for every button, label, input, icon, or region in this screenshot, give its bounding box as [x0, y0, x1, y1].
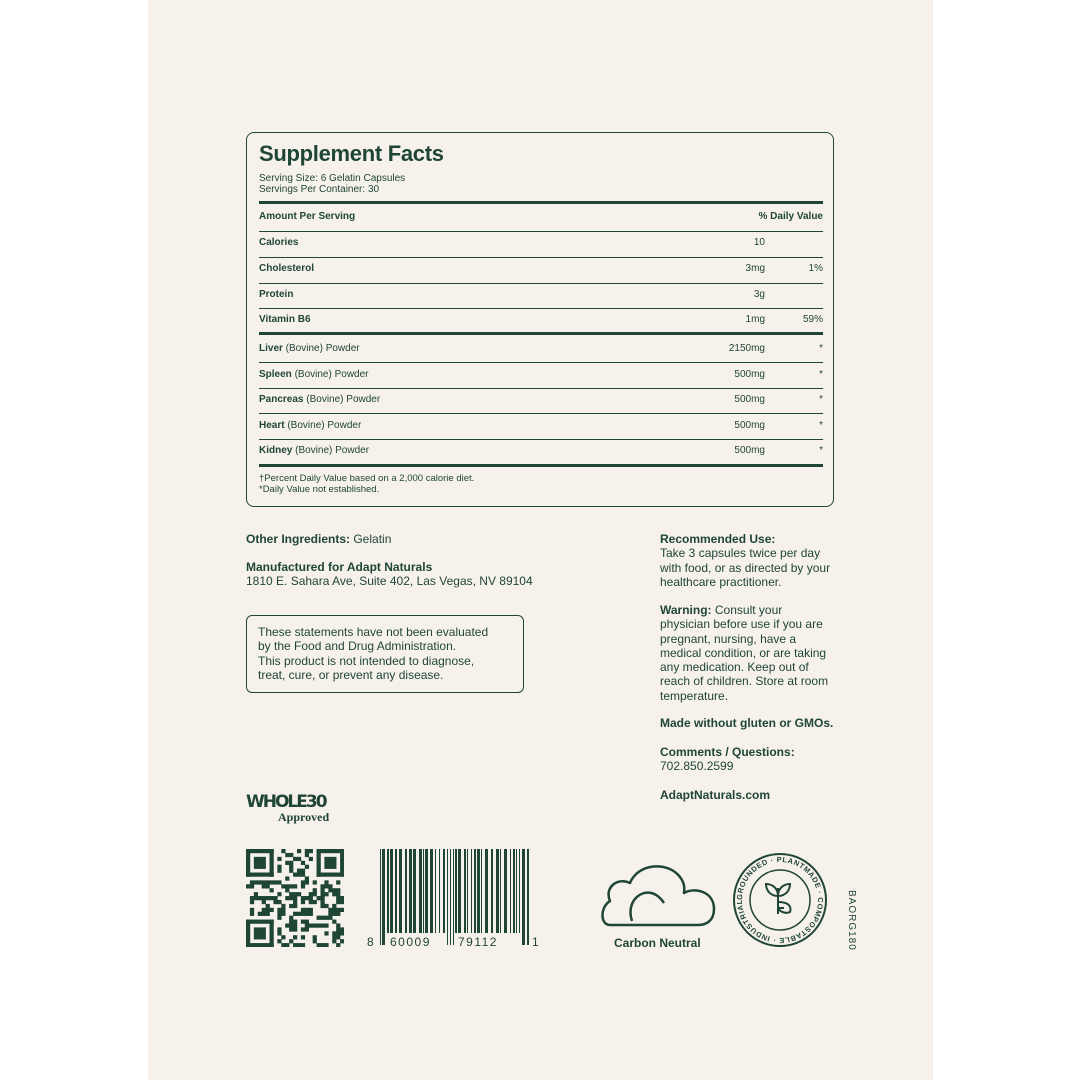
barcode-digit: 8 — [367, 935, 374, 949]
barcode-bars — [364, 849, 542, 949]
ingredient-source: Heart — [259, 420, 285, 431]
barcode — [364, 849, 542, 949]
warning-text: Consult your — [711, 603, 783, 617]
ingredient-source: Spleen — [259, 369, 292, 380]
ingredient-row — [259, 336, 823, 361]
nutrient-name: Calories — [259, 237, 299, 248]
warning-line: any medication. Keep out of — [660, 660, 809, 675]
qr-code[interactable] — [246, 849, 344, 947]
ingredient-form: (Bovine) Powder — [303, 394, 381, 405]
ingredient-form: (Bovine) Powder — [282, 343, 360, 354]
cloud-icon — [598, 857, 718, 929]
disclaimer-line: treat, cure, or prevent any disease. — [258, 667, 444, 682]
thick-rule — [259, 464, 823, 467]
ingredient-amount: 500mg — [734, 420, 765, 431]
ingredient-dv: * — [819, 394, 823, 405]
daily-value-header: % Daily Value — [758, 211, 823, 222]
nutrient-name: Cholesterol — [259, 263, 315, 274]
ingredient-row — [259, 413, 823, 438]
recommended-use-label: Recommended Use: — [660, 532, 776, 546]
warning-block — [660, 603, 850, 703]
whole30-logo — [246, 794, 346, 823]
ingredient-dv: * — [819, 420, 823, 431]
ingredient-amount: 2150mg — [728, 343, 765, 354]
manufacturer-block — [246, 560, 533, 589]
nutrient-row — [259, 307, 823, 332]
amount-per-serving-header: Amount Per Serving — [259, 211, 356, 222]
supplement-facts-panel — [246, 132, 834, 507]
compostable-seal-icon — [732, 852, 828, 948]
nutrient-amount: 3mg — [745, 263, 765, 274]
other-ingredients-value: Gelatin — [350, 532, 392, 546]
comments-label: Comments / Questions: — [660, 745, 795, 759]
serving-info — [259, 173, 405, 195]
warning-line: physician before use if you are — [660, 617, 823, 632]
barcode-digits: 79112 — [458, 935, 498, 949]
header-row — [259, 204, 823, 229]
warning-line: pregnant, nursing, have a — [660, 631, 797, 646]
ingredient-dv: * — [819, 369, 823, 380]
ingredient-form: (Bovine) Powder — [292, 445, 370, 456]
nutrient-dv: 59% — [802, 314, 823, 325]
lot-code: BAORG180 — [846, 890, 857, 951]
ingredient-row — [259, 387, 823, 412]
ingredient-source: Liver — [259, 343, 283, 354]
fda-disclaimer — [246, 615, 524, 693]
ingredient-amount: 500mg — [734, 369, 765, 380]
nutrient-row — [259, 282, 823, 307]
ingredient-dv: * — [819, 445, 823, 456]
ingredient-row — [259, 362, 823, 387]
ingredient-amount: 500mg — [734, 394, 765, 405]
recommended-use — [660, 532, 850, 589]
ingredient-form: (Bovine) Powder — [291, 369, 369, 380]
whole30-wordmark: WHOLE30 — [246, 792, 326, 812]
ingredient-form: (Bovine) Powder — [284, 420, 362, 431]
website-link[interactable]: AdaptNaturals.com — [660, 788, 771, 802]
barcode-digit: 1 — [532, 935, 539, 949]
nutrient-name: Vitamin B6 — [259, 314, 311, 325]
disclaimer-line: by the Food and Drug Administration. — [258, 639, 457, 654]
ingredient-name — [259, 445, 369, 456]
ingredient-source: Kidney — [259, 445, 293, 456]
ingredient-row — [259, 438, 823, 463]
carbon-neutral-label: Carbon Neutral — [614, 936, 701, 950]
warning-line: reach of children. Store at room — [660, 674, 829, 689]
manufacturer-label: Manufactured for Adapt Naturals — [246, 560, 433, 574]
ingredient-name — [259, 394, 380, 405]
recommended-use-line: Take 3 capsules twice per day — [660, 546, 821, 561]
ingredient-amount: 500mg — [734, 445, 765, 456]
facts-footnotes — [259, 473, 474, 495]
made-without: Made without gluten or GMOs. — [660, 716, 834, 730]
manufacturer-address: 1810 E. Sahara Ave, Suite 402, Las Vegas, NV 89104 — [246, 574, 533, 589]
disclaimer-line: These statements have not been evaluated — [258, 625, 489, 639]
warning-first-line — [660, 603, 850, 617]
warning-line: temperature. — [660, 688, 729, 703]
footnote-dagger: †Percent Daily Value based on a 2,000 calorie diet. — [259, 473, 475, 484]
ingredient-source: Pancreas — [259, 394, 304, 405]
comments-block — [660, 745, 850, 774]
leaf-icon — [766, 884, 791, 914]
other-ingredients — [246, 532, 391, 546]
other-ingredients-label: Other Ingredients: — [246, 532, 351, 546]
thick-rule — [259, 332, 823, 335]
nutrient-name: Protein — [259, 289, 294, 300]
nutrient-row — [259, 256, 823, 281]
facts-title: Supplement Facts — [259, 141, 444, 166]
nutrient-amount: 1mg — [745, 314, 765, 325]
nutrient-amount: 10 — [753, 237, 765, 248]
ingredient-name — [259, 369, 369, 380]
recommended-use-line: with food, or as directed by your — [660, 560, 831, 575]
ingredient-dv: * — [819, 343, 823, 354]
warning-label: Warning: — [660, 603, 712, 617]
nutrient-dv: 1% — [808, 263, 823, 274]
nutrient-row — [259, 230, 823, 255]
ingredient-name — [259, 420, 361, 431]
disclaimer-line: This product is not intended to diagnose, — [258, 653, 475, 668]
whole30-approved: Approved — [278, 810, 330, 824]
nutrient-amount: 3g — [753, 289, 765, 300]
serving-size: Serving Size: 6 Gelatin Capsules — [259, 173, 406, 184]
seal-text: GROUNDED · PLANTMADE · COMPOSTABLE · INDUSTRIAL — [734, 854, 826, 946]
warning-line: medical condition, or are taking — [660, 645, 827, 660]
servings-per-container: Servings Per Container: 30 — [259, 184, 380, 195]
ingredient-name — [259, 343, 360, 354]
barcode-digits: 60009 — [390, 935, 431, 949]
recommended-use-line: healthcare practitioner. — [660, 574, 782, 589]
footnote-asterisk: *Daily Value not established. — [259, 484, 380, 495]
phone-number: 702.850.2599 — [660, 759, 734, 774]
